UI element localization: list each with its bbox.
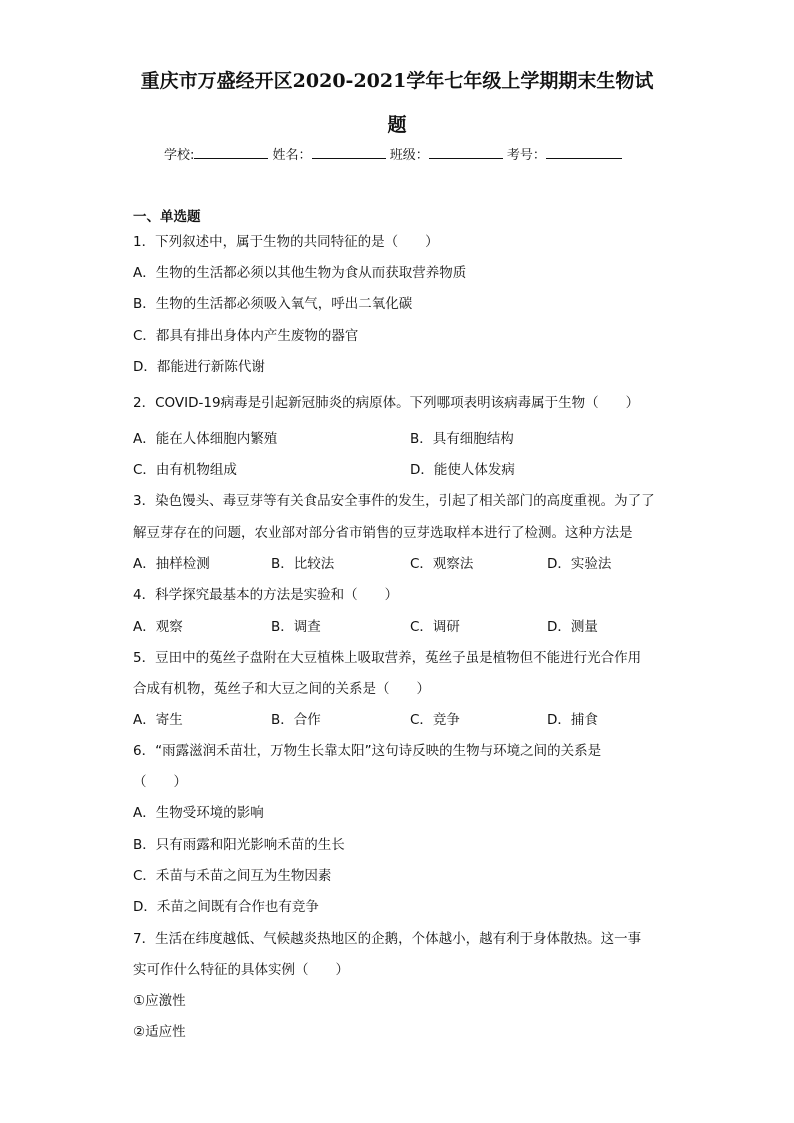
q3-stem-line2: 解豆芽存在的问题，农业部对部分省市销售的豆芽选取样本进行了检测。这种方法是 (133, 525, 633, 541)
school-blank[interactable] (194, 144, 268, 159)
q6-stem-line2: （ ） (133, 774, 187, 790)
q1-option-c: C．都具有排出身体内产生废物的器官 (133, 328, 359, 344)
q7-option-1: ①应激性 (133, 993, 186, 1009)
q3-option-d: D．实验法 (547, 556, 612, 572)
q4-option-c: C．调研 (410, 619, 460, 635)
q1-option-a: A．生物的生活都必须以其他生物为食从而获取营养物质 (133, 265, 467, 281)
q6-option-a: A．生物受环境的影响 (133, 805, 264, 821)
q2-stem: 2．COVID-19病毒是引起新冠肺炎的病原体。下列哪项表明该病毒属于生物（ ） (133, 395, 640, 411)
q1-option-b: B．生物的生活都必须吸入氧气，呼出二氧化碳 (133, 296, 413, 312)
q5-option-d: D．捕食 (547, 712, 598, 728)
section-heading: 一、单选题 (133, 209, 201, 225)
q6-stem-line1: 6．“雨露滋润禾苗壮，万物生长靠太阳”这句诗反映的生物与环境之间的关系是 (133, 743, 602, 759)
q5-option-c: C．竞争 (410, 712, 460, 728)
q7-stem-line2: 实可作什么特征的具体实例（ ） (133, 962, 349, 978)
q4-option-a: A．观察 (133, 619, 183, 635)
student-info-row (164, 144, 622, 166)
q2-option-b: B．具有细胞结构 (410, 431, 514, 447)
class-label: 班级： (389, 148, 429, 163)
exam-title-line2: 题 (387, 114, 407, 136)
q4-option-d: D．测量 (547, 619, 598, 635)
q2-option-d: D．能使人体发病 (410, 462, 515, 478)
q2-option-c: C．由有机物组成 (133, 462, 237, 478)
q3-option-c: C．观察法 (410, 556, 474, 572)
q1-option-d: D．都能进行新陈代谢 (133, 359, 265, 375)
q5-stem-line2: 合成有机物，菟丝子和大豆之间的关系是（ ） (133, 681, 430, 697)
q3-stem-line1: 3．染色馒头、毒豆芽等有关食品安全事件的发生，引起了相关部门的高度重视。为了了 (133, 493, 655, 509)
q6-option-c: C．禾苗与禾苗之间互为生物因素 (133, 868, 332, 884)
q6-option-d: D．禾苗之间既有合作也有竞争 (133, 899, 319, 915)
class-blank[interactable] (429, 144, 503, 159)
name-blank[interactable] (312, 144, 386, 159)
school-label: 学校: (164, 148, 195, 163)
q1-stem: 1．下列叙述中，属于生物的共同特征的是（ ） (133, 234, 439, 250)
exam-title-line1: 重庆市万盛经开区2020-2021学年七年级上学期期末生物试 (140, 70, 654, 92)
q7-stem-line1: 7．生活在纬度越低、气候越炎热地区的企鹅，个体越小，越有利于身体散热。这一事 (133, 931, 642, 947)
q7-option-2: ②适应性 (133, 1024, 186, 1040)
q4-stem: 4．科学探究最基本的方法是实验和（ ） (133, 587, 399, 603)
q4-option-b: B．调查 (271, 619, 321, 635)
q5-option-b: B．合作 (271, 712, 321, 728)
name-label: 姓名： (272, 148, 312, 163)
q5-option-a: A．寄生 (133, 712, 183, 728)
number-blank[interactable] (546, 144, 622, 159)
q3-option-b: B．比较法 (271, 556, 335, 572)
q5-stem-line1: 5．豆田中的菟丝子盘附在大豆植株上吸取营养，菟丝子虽是植物但不能进行光合作用 (133, 650, 642, 666)
q2-option-a: A．能在人体细胞内繁殖 (133, 431, 278, 447)
q6-option-b: B．只有雨露和阳光影响禾苗的生长 (133, 837, 345, 853)
number-label: 考号： (506, 148, 546, 163)
q3-option-a: A．抽样检测 (133, 556, 210, 572)
